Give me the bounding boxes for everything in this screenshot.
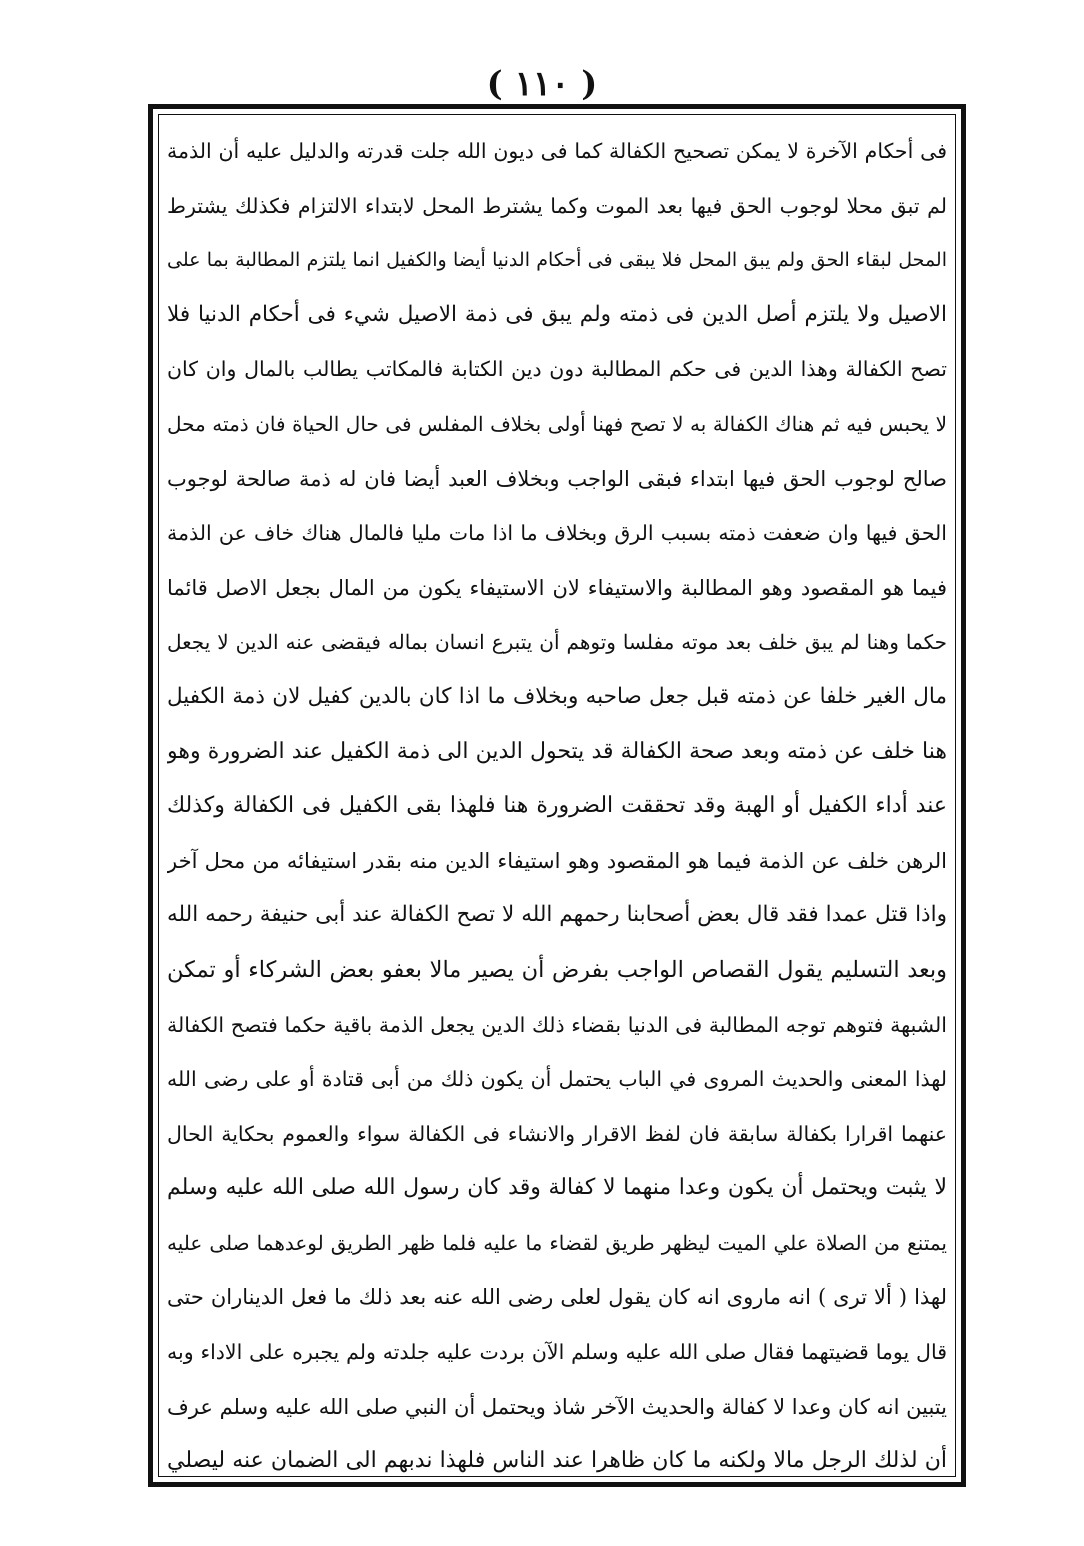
text-line: الحق فيها وان ضعفت ذمته بسبب الرق وبخلاف ما اذا مات مليا فالمال هناك خاف عن الذمة xyxy=(167,521,947,546)
text-line: لا يحبس فيه ثم هناك الكفالة به لا تصح فهنا أولى بخلاف المفلس فى حال الحياة فان ذمته محل xyxy=(167,411,947,436)
text-line: الشبهة فتوهم توجه المطالبة فى الدنيا بقضاء ذلك الدين يجعل الذمة باقية حكما فتصح الكفالة xyxy=(167,1012,947,1037)
text-line: لهذا المعنى والحديث المروى في الباب يحتمل أن يكون ذلك من أبى قتادة أو على رضى الله xyxy=(167,1067,947,1092)
text-line: لهذا ( ألا ترى ) انه ماروى انه كان يقول لعلى رضى الله عنه بعد ذلك ما فعل الديناران حتى xyxy=(167,1285,947,1310)
text-line: حكما وهنا لم يبق خلف بعد موته مفلسا وتوهم أن يتبرع انسان بماله فيقضى عنه الدين لا يجعل xyxy=(167,630,947,655)
text-line: قال يوما قضيتهما فقال صلى الله عليه وسلم الآن بردت عليه جلدته ولم يجبره على الاداء وبه xyxy=(167,1340,947,1365)
text-line: وبعد التسليم يقول القصاص الواجب بفرض أن يصير مالا بعفو بعض الشركاء أو تمكن xyxy=(167,956,947,983)
text-line: يتبين انه كان وعدا لا كفالة والحديث الآخر شاذ ويحتمل أن النبي صلى الله عليه وسلم عرف xyxy=(167,1394,947,1419)
text-line: لم تبق محلا لوجوب الحق فيها بعد الموت وكما يشترط المحل لابتداء الالتزام فكذلك يشترط xyxy=(167,193,947,218)
text-line: الرهن خلف عن الذمة فيما هو المقصود وهو استيفاء الدين منه بقدر استيفائه من محل آخر xyxy=(167,848,947,873)
text-line: عنهما اقرارا بكفالة سابقة فان لفظ الاقرار والانشاء فى الكفالة سواء والعموم بحكاية الحال xyxy=(167,1121,947,1146)
text-line: هنا خلف عن ذمته وبعد صحة الكفالة قد يتحول الدين الى ذمة الكفيل عند الضرورة وهو xyxy=(167,738,947,764)
text-line: فيما هو المقصود وهو المطالبة والاستيفاء لان الاستيفاء يكون من المال بجعل الاصل قائما xyxy=(167,575,947,600)
text-line: لا يثبت ويحتمل أن يكون وعدا منهما لا كفالة وقد كان رسول الله صلى الله عليه وسلم xyxy=(167,1175,947,1201)
body-text xyxy=(167,124,947,1489)
text-line: الاصيل ولا يلتزم أصل الدين فى ذمته ولم يبق فى ذمة الاصيل شيء فى أحكام الدنيا فلا xyxy=(167,301,947,327)
text-line: عند أداء الكفيل أو الهبة وقد تحققت الضرورة هنا فلهذا بقى الكفيل فى الكفالة وكذلك xyxy=(167,793,947,819)
text-line: يمتنع من الصلاة علي الميت ليظهر طريق لقضاء ما عليه فلما ظهر الطريق لوعدهما صلى عليه xyxy=(167,1230,947,1255)
text-line: المحل لبقاء الحق ولم يبق المحل فلا يبقى فى أحكام الدنيا أيضا والكفيل انما يلتزم المطالبة بما على xyxy=(167,249,947,272)
text-line: صالح لوجوب الحق فيها ابتداء فبقى الواجب وبخلاف العبد أيضا فان له ذمة صالحة لوجوب xyxy=(167,466,947,491)
page-frame xyxy=(148,104,966,1487)
text-line: تصح الكفالة وهذا الدين فى حكم المطالبة دون دين الكتابة فالمكاتب يطالب بالمال وان كان xyxy=(167,357,947,382)
page-frame-inner-border xyxy=(158,114,956,1477)
text-line: أن لذلك الرجل مالا ولكنه ما كان ظاهرا عند الناس فلهذا ندبهم الى الضمان عنه ليصلي xyxy=(167,1448,947,1474)
text-line: مال الغير خلفا عن ذمته قبل جعل صاحبه وبخلاف ما اذا كان بالدين كفيل لان ذمة الكفيل xyxy=(167,683,947,709)
text-line: فى أحكام الآخرة لا يمكن تصحيح الكفالة كما فى ديون الله جلت قدرته والدليل عليه أن الذمة xyxy=(167,139,947,163)
page-number: ( ١١٠ ) xyxy=(486,64,598,104)
text-line: واذا قتل عمدا فقد قال بعض أصحابنا رحمهم الله لا تصح الكفالة عند أبى حنيفة رحمه الله xyxy=(167,902,947,928)
